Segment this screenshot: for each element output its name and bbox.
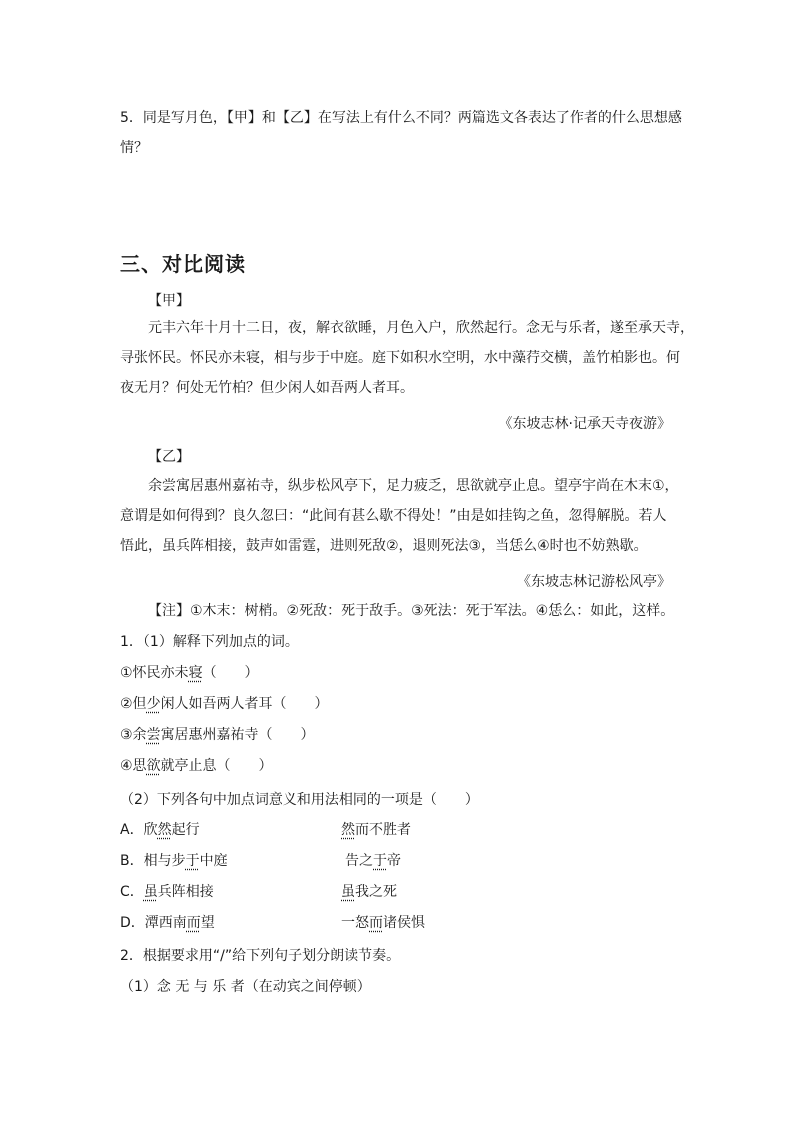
item-text: 闲人如吾两人者耳（ ）: [160, 696, 329, 712]
dotted-word: 而: [186, 915, 201, 931]
question-1-item: [120, 755, 273, 775]
option-a-right: [341, 819, 411, 839]
passage-yi-line3: 悟此，虽兵阵相接，鼓声如雷霆，进则死敌②，退则死法③，当恁么④时也不妨熟歇。: [120, 538, 648, 554]
option-b-right: [345, 850, 401, 870]
option-text: 望: [200, 915, 215, 931]
dotted-word: 于: [373, 853, 387, 869]
dotted-word: 寝: [188, 665, 203, 681]
passage-yi-line2: 意谓是如何得到？良久忽曰：“此间有甚么歇不得处！”由是如挂钩之鱼，忽得解脱。若人: [120, 508, 667, 524]
passage-jia-line2: 寻张怀民。怀民亦未寝，相与步于中庭。庭下如积水空明，水中藻荇交横，盖竹柏影也。何: [120, 350, 680, 366]
passage-jia-line1: 元丰六年十月十二日，夜，解衣欲睡，月色入户，欣然起行。念无与乐者，遂至承天寺，: [148, 320, 694, 336]
option-d-left: [120, 912, 215, 932]
dotted-word: 而: [369, 915, 383, 931]
option-c-left: [120, 881, 214, 901]
option-text: 一怒: [341, 915, 369, 931]
question-1-item: [120, 693, 329, 713]
item-text: 寓居惠州嘉祐寺（ ）: [160, 727, 315, 743]
item-text: 就亭止息（ ）: [160, 758, 273, 774]
passage-yi-source: 《东坡志林记游松风亭》: [517, 574, 671, 590]
option-d-right: [341, 912, 425, 932]
question-5-line1: 5．同是写月色，【甲】和【乙】在写法上有什么不同？两篇选文各表达了作者的什么思想感: [120, 110, 682, 126]
dotted-word: 然: [341, 822, 355, 838]
section-title: 三、对比阅读: [120, 252, 246, 276]
option-text: 告之: [345, 853, 373, 869]
option-c-right: [341, 881, 397, 901]
question-1-stem: 1．（1）解释下列加点的词。: [120, 634, 299, 650]
passage-yi-label: 【乙】: [148, 449, 190, 465]
option-text: A．欣: [120, 822, 158, 838]
question-1-item: [120, 662, 259, 682]
question-2-item1: （1）念 无 与 乐 者（在动宾之间停顿）: [120, 979, 371, 995]
item-text: ③余: [120, 727, 147, 743]
option-text: 兵阵相接: [157, 884, 214, 900]
option-text: D．潭西南: [120, 915, 187, 931]
question-1-item: [120, 724, 315, 744]
passage-jia-line3: 夜无月？何处无竹柏？但少闲人如吾两人者耳。: [120, 380, 414, 396]
dotted-word: 虽: [143, 884, 158, 900]
annotation-note: 【注】①木末：树梢。②死敌：死于敌手。③死法：死于军法。④恁么：如此，这样。: [148, 603, 675, 619]
dotted-word: 少: [146, 696, 161, 712]
option-text: 我之死: [355, 884, 397, 900]
passage-jia-label: 【甲】: [148, 293, 190, 309]
option-text: 起行: [171, 822, 200, 838]
option-text: C．: [120, 884, 144, 900]
item-text: ①怀民亦未: [120, 665, 189, 681]
question-1-sub2: （2）下列各句中加点词意义和用法相同的一项是（ ）: [120, 792, 479, 808]
dotted-word: 尝: [146, 727, 161, 743]
option-b-left: [120, 850, 228, 870]
option-a-left: [120, 819, 200, 839]
option-text: 帝: [387, 853, 401, 869]
passage-jia-source: 《东坡志林·记承天寺夜游》: [498, 416, 671, 432]
dotted-word: 然: [157, 822, 172, 838]
question-5: [120, 103, 682, 163]
dotted-word: 虽: [341, 884, 355, 900]
passage-jia: [120, 313, 694, 403]
item-text: （ ）: [202, 665, 259, 681]
dotted-word: 欲: [146, 758, 161, 774]
passage-yi: [120, 471, 680, 561]
passage-yi-line1: 余尝寓居惠州嘉祐寺，纵步松风亭下，足力疲乏，思欲就亭止息。望亭宇尚在木末①，: [148, 478, 679, 494]
option-text: 而不胜者: [355, 822, 411, 838]
question-5-line2: 情？: [120, 140, 148, 156]
dotted-word: 于: [185, 853, 200, 869]
option-text: B．相与步: [120, 853, 186, 869]
option-text: 中庭: [199, 853, 228, 869]
option-text: 诸侯惧: [383, 915, 425, 931]
item-text: ②但: [120, 696, 147, 712]
question-2-stem: 2．根据要求用“/”给下列句子划分朗读节奏。: [120, 948, 401, 964]
item-text: ④思: [120, 758, 147, 774]
